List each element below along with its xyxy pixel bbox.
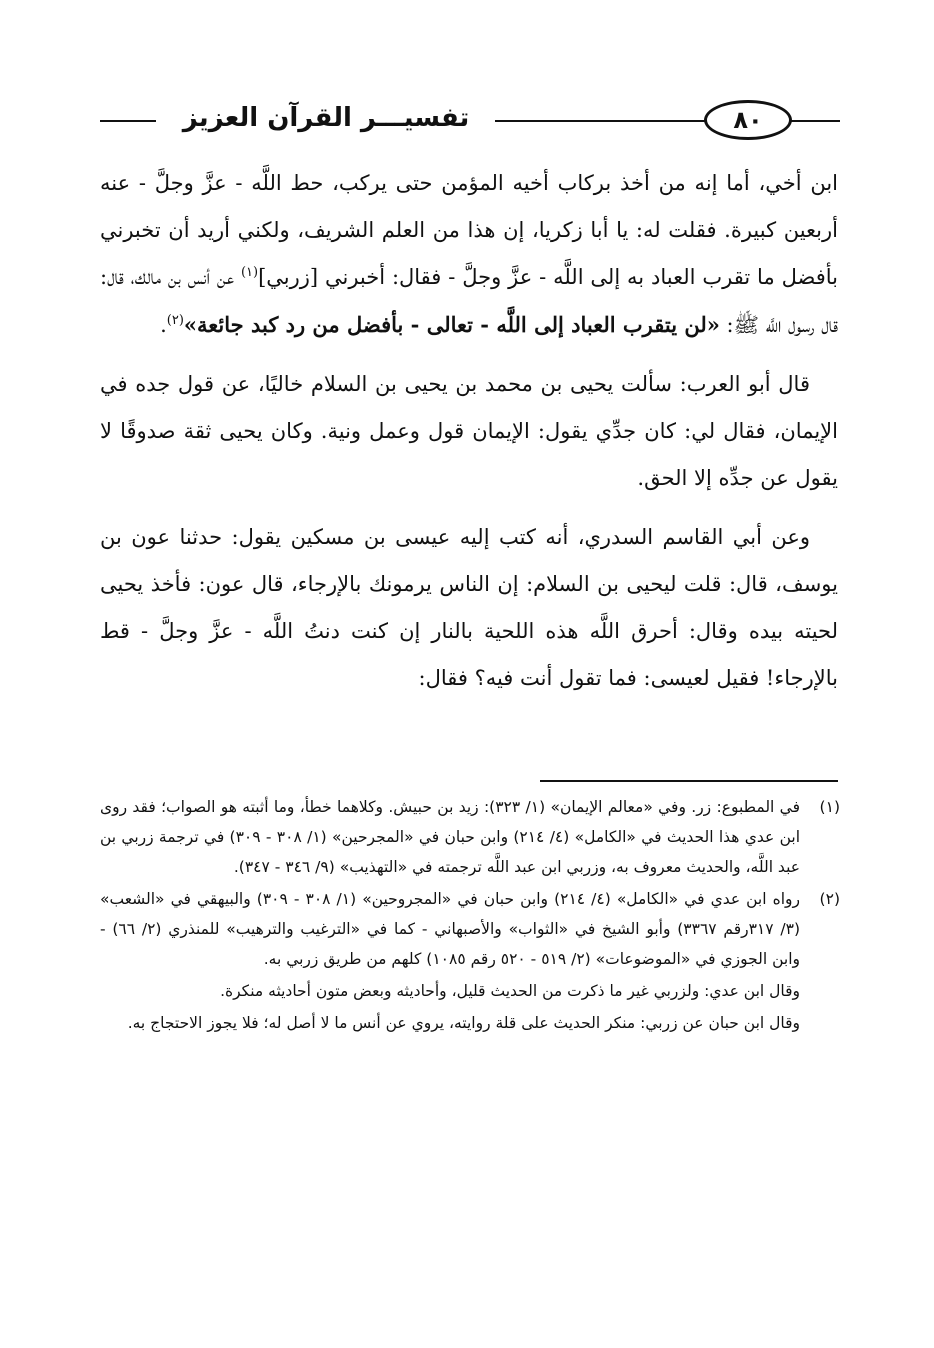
footnote-divider [540, 780, 838, 782]
main-text [100, 160, 838, 714]
footnote-number: (٢) [819, 890, 840, 908]
running-title: تفسيـــر القرآن العزيز [182, 103, 470, 133]
paragraph-3-text: وعن أبي القاسم السدري، أنه كتب إليه عيسى بن مسكين يقول: حدثنا عون بن يوسف، قال: قلت ليحيى بن السلام: إن الناس يرمونك بالإرجاء، قال عون: فأخذ يحيى لحيته بيده وقال: أحرق اللَّه هذه اللحية بالنار إن كنت دنتُ اللَّه - عزَّ وجلَّ - قط بالإرجاء! فقيل لعيسى: فما تقول أنت فيه؟ فقال: [100, 525, 838, 690]
hadith-quote: «لن يتقرب العباد إلى اللَّه - تعالى - بأفضل من رد كبد جائعة» [183, 312, 720, 337]
footnote-2-note-ibn-adi: وقال ابن عدي: ولزربي غير ما ذكرت من الحديث قليل، وأحاديثه وبعض متون أحاديثه منكرة. [220, 982, 800, 1000]
footnote-2 [100, 884, 840, 974]
page-header [100, 96, 840, 146]
header-rule-right [790, 120, 840, 122]
paragraph-1-continued: عن أنس بن مالك، قال: قال رسول اللَّه ﷺ: [100, 265, 838, 337]
paragraph-1 [100, 160, 838, 349]
header-rule-left [100, 120, 156, 122]
footnotes [100, 792, 840, 1040]
paragraph-2 [100, 361, 838, 502]
footnote-ref-1: (١) [240, 265, 259, 280]
paragraph-2-text: قال أبو العرب: سألت يحيى بن محمد بن يحيى بن السلام خاليًا، عن قول جده في الإيمان، فقال لي: كان جدِّي يقول: الإيمان قول وعمل ونية. وكان يحيى ثقة صدوقًا لا يقول عن جدِّه إلا الحق. [100, 372, 838, 490]
paragraph-1-end: . [160, 313, 167, 337]
footnote-text: رواه ابن عدي في «الكامل» (٤/ ٢١٤) وابن حبان في «المجروحين» (١/ ٣٠٨ - ٣٠٩) والبيهقي في «الشعب» (٣/ ٣١٧رقم ٣٣٦٧) وأبو الشيخ في «الثواب» والأصبهاني - كما في «الترغيب والترهيب» للمنذري (٢/ ٦٦) - وابن الجوزي في «الموضوعات» (٢/ ٥١٩ - ٥٢٠ رقم ١٠٨٥) كلهم من طريق زربي به. [100, 890, 801, 968]
footnote-ref-2: (٢) [166, 313, 184, 328]
footnote-1 [100, 792, 840, 882]
paragraph-1-text: ابن أخي، أما إنه من أخذ بركاب أخيه المؤمن حتى يركب، حط اللَّه - عزَّ وجلَّ - عنه أربعين كبيرة. فقلت له: يا أبا زكريا، إن هذا من العلم الشريف، ولكني أريد أن تخبرني بأفضل ما تقرب العباد به إلى اللَّه - عزَّ وجلَّ - فقال: أخبرني [زربي] [100, 171, 838, 289]
page-number: ٨٠ [704, 100, 792, 140]
footnote-number: (١) [819, 798, 840, 816]
paragraph-3 [100, 514, 838, 702]
header-rule-middle [495, 120, 705, 122]
footnote-2-note-ibn-hibban: وقال ابن حبان عن زربي: منكر الحديث على قلة روايته، يروي عن أنس ما لا أصل له؛ فلا يجوز الاحتجاج به. [127, 1014, 800, 1032]
footnote-text: في المطبوع: زر. وفي «معالم الإيمان» (١/ ٣٢٣): زيد بن حبيش. وكلاهما خطأ، وما أثبته هو الصواب؛ فقد روى ابن عدي هذا الحديث في «الكامل» (٤/ ٢١٤) وابن حبان في «المجرحين» (١/ ٣٠٨ - ٣٠٩) في ترجمة زربي بن عبد اللَّه، والحديث معروف به، وزربي ابن عبد اللَّه ترجمته في «التهذيب» (٩/ ٣٤٦ - ٣٤٧). [100, 798, 800, 876]
